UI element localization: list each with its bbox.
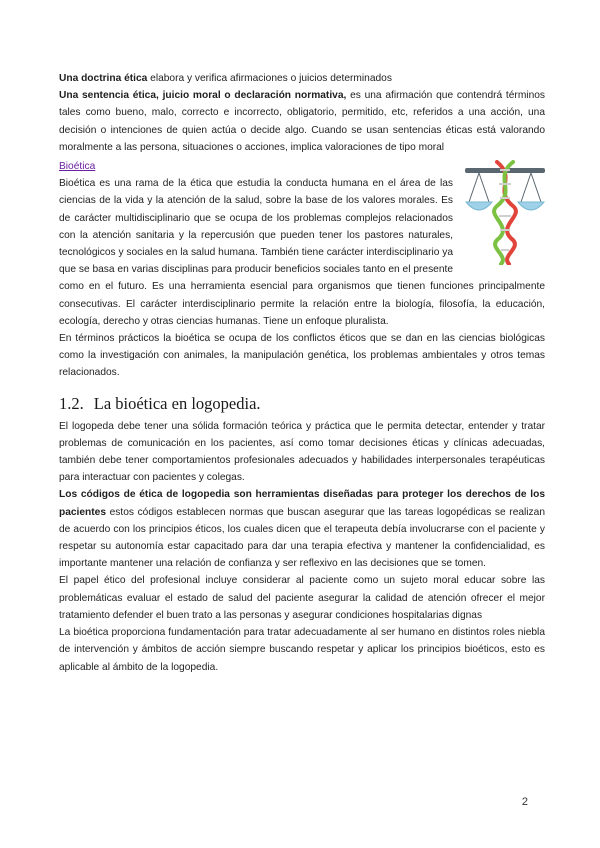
professional-role-paragraph: El papel ético del profesional incluye considerar al paciente como un sujeto moral educar sobre las problemáticas evaluar el estado de salud del paciente asegurar la calidad de atención ofrecer el mejor tratamiento defender el buen trato a las personas y asegurar condiciones hospitalarias dignas bbox=[59, 575, 545, 621]
bioethics-illustration-icon bbox=[465, 160, 545, 265]
doctrine-text: elabora y verifica afirmaciones o juicios determinados bbox=[147, 73, 392, 84]
doctrine-lead: Una doctrina ética bbox=[59, 73, 148, 84]
bioethics-link[interactable]: Bioética bbox=[59, 161, 96, 173]
page-number: 2 bbox=[521, 796, 528, 808]
section-title: La bioética en logopedia. bbox=[93, 393, 261, 413]
ethical-sentence-lead: Una sentencia ética, juicio moral o declaración normativa, bbox=[59, 90, 347, 102]
logopedist-training-paragraph: El logopeda debe tener una sólida formación teórica y práctica que le permita detectar, entender y tratar problemas de comunicación en los pacientes, así como tomar decisiones éticas y clínicas adecuadas, también debe tener comportamientos profesionales adecuados y habilidades interpersonales terapéuticas para interactuar con pacientes y colegas. bbox=[59, 420, 545, 484]
bioethics-practical-paragraph: En términos prácticos la bioética se ocupa de los conflictos éticos que se dan en las ciencias biológicas como la investigación con animales, la manipulación genética, los problemas ambientales y otros temas relacionados. bbox=[59, 333, 545, 379]
ethics-codes-lead: Los códigos de ética de logopedia son herramientas diseñadas para proteger los derechos de los pacientes bbox=[59, 489, 545, 518]
document-body bbox=[59, 70, 545, 676]
ethics-codes-text: estos códigos establecen normas que buscan asegurar que las tareas logopédicas se realizan de acuerdo con los principios éticos, los cuales dicen que el terapeuta debía involucrarse con el paciente y respetar su autonomía estar capacitado para dar una terapia efectiva y mantener la confidencialidad, es importante mantener una relación de confianza y ser reflexivo en las decisiones que se tomen. bbox=[59, 506, 545, 570]
doctrine-paragraph bbox=[59, 70, 545, 87]
bioethics-definition-paragraph: Bioética es una rama de la ética que estudia la conducta humana en el área de las ciencias de la vida y la atención de la salud, sobre la base de los valores morales. Es de carácter multidisciplinario que se ocupa de los problemas complejos relacionados con la atención sanitaria y la repercusión que pueden tener los pastores naturales, tecnológicos y sociales en la salud humana. También tiene carácter interdisciplinario ya que se basa en varias disciplinas para producir beneficios sociales tanto en el presente como en el futuro. Es una herramienta esencial para organismos que tienen funciones principalmente consecutivas. El carácter interdisciplinario permite la relación entre la biología, filosofía, la educación, ecología, derecho y otras ciencias humanas. Tiene un enfoque pluralista. bbox=[59, 178, 545, 327]
section-heading bbox=[59, 394, 545, 414]
ethical-sentence-text: es una afirmación que contendrá términos tales como bueno, malo, correcto e incorrecto, obligatorio, permitido, etc, referidos a una acción, una decisión o intenciones de quien actúa o decide algo. Cuando se usan sentencias éticas está valorando moralmente a las persona, situaciones o acciones, implica valoraciones de tipo moral bbox=[59, 90, 546, 153]
section-number: 1.2. bbox=[59, 393, 84, 413]
ethics-codes-paragraph bbox=[59, 486, 545, 572]
ethical-sentence-paragraph bbox=[59, 87, 545, 156]
bioethics-foundation-paragraph: La bioética proporciona fundamentación para tratar adecuadamente al ser humano en distintos roles niebla de intervención y ámbitos de acción siempre buscando respetar y aplicar los principios bioéticos, esto es aplicable al ámbito de la logopedia. bbox=[59, 627, 545, 673]
